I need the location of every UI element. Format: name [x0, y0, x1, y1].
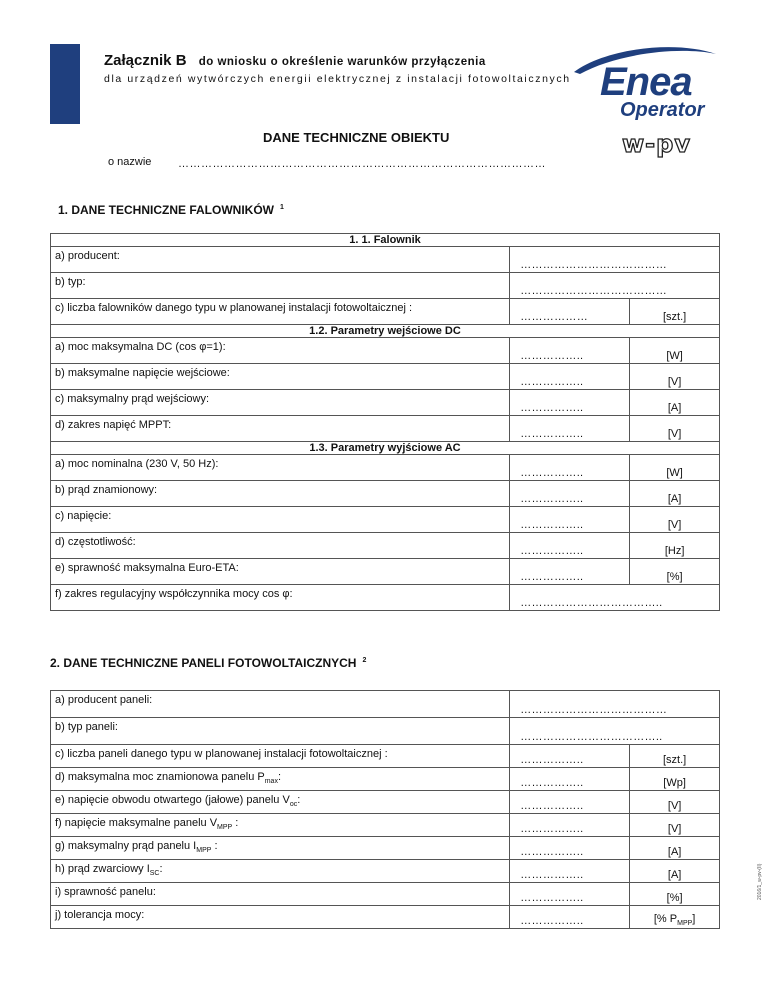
row-label: j) tolerancja mocy: — [51, 906, 510, 929]
unit-label: [V] — [630, 814, 720, 837]
row-label: d) zakres napięć MPPT: — [51, 416, 510, 442]
value-field[interactable]: …………….. — [510, 533, 630, 559]
row-label: a) producent paneli: — [51, 691, 510, 718]
value-field[interactable]: …………….. — [510, 481, 630, 507]
row-label: a) moc maksymalna DC (cos φ=1): — [51, 338, 510, 364]
unit-label: [V] — [630, 416, 720, 442]
row-label: d) maksymalna moc znamionowa panelu $P_{max}$: — [51, 768, 510, 791]
header-title: Załącznik B do wniosku o określenie warunków przyłączenia — [104, 52, 486, 69]
row-label: c) napięcie: — [51, 507, 510, 533]
name-field[interactable]: …………………………………………………………………………………… — [178, 158, 546, 170]
row-label: g) maksymalny prąd panelu $I_{MPP}$ : — [51, 837, 510, 860]
value-field[interactable]: …………….. — [510, 860, 630, 883]
value-field[interactable]: ………………………………… — [510, 247, 720, 273]
value-field[interactable]: ………………………………… — [510, 273, 720, 299]
value-field[interactable]: …………….. — [510, 559, 630, 585]
row-label: f) napięcie maksymalne panelu $V_{MPP}$ : — [51, 814, 510, 837]
value-field[interactable]: …………….. — [510, 390, 630, 416]
unit-label: [%] — [630, 883, 720, 906]
row-label: b) prąd znamionowy: — [51, 481, 510, 507]
row-label: c) maksymalny prąd wejściowy: — [51, 390, 510, 416]
unit-label: [Wp] — [630, 768, 720, 791]
logo-sub: Operator — [620, 99, 705, 121]
value-field[interactable]: …………….. — [510, 837, 630, 860]
value-field[interactable]: …………….. — [510, 883, 630, 906]
row-label: f) zakres regulacyjny współczynnika mocy cos φ: — [51, 585, 510, 611]
value-field[interactable]: …………….. — [510, 906, 630, 929]
row-label: b) typ: — [51, 273, 510, 299]
unit-label: [szt.] — [630, 745, 720, 768]
row-label: b) maksymalne napięcie wejściowe: — [51, 364, 510, 390]
logo-brand: Enea — [600, 60, 692, 104]
wpv-badge: w-pv — [622, 130, 691, 158]
value-field[interactable]: …………….. — [510, 507, 630, 533]
row-label: e) napięcie obwodu otwartego (jałowe) panelu $V_{oc}$: — [51, 791, 510, 814]
unit-label: [W] — [630, 338, 720, 364]
value-field[interactable]: ………………………………… — [510, 691, 720, 718]
row-label: d) częstotliwość: — [51, 533, 510, 559]
document-title: DANE TECHNICZNE OBIEKTU — [263, 130, 450, 145]
row-label: c) liczba falowników danego typu w planowanej instalacji fotowoltaicznej : — [51, 299, 510, 325]
unit-label: [% $P_{MPP}$] — [630, 906, 720, 929]
unit-label: [%] — [630, 559, 720, 585]
name-label: o nazwie — [108, 156, 152, 168]
value-field[interactable]: …………….. — [510, 364, 630, 390]
value-field[interactable]: …………….. — [510, 455, 630, 481]
header-subtitle: dla urządzeń wytwórczych energii elektrycznej z instalacji fotowoltaicznych — [104, 73, 571, 85]
subsection-header: 1.3. Parametry wyjściowe AC — [51, 442, 720, 455]
row-label: a) producent: — [51, 247, 510, 273]
side-code: 2016/1_w-pv-(II) — [757, 863, 763, 900]
row-label: b) typ paneli: — [51, 718, 510, 745]
value-field[interactable]: …………….. — [510, 338, 630, 364]
section2-title: 2. DANE TECHNICZNE PANELI FOTOWOLTAICZNYCH $^2$ — [50, 656, 367, 670]
section1-title: 1. DANE TECHNICZNE FALOWNIKÓW $^1$ — [58, 203, 284, 217]
row-label: i) sprawność panelu: — [51, 883, 510, 906]
row-label: c) liczba paneli danego typu w planowanej instalacji fotowoltaicznej : — [51, 745, 510, 768]
value-field[interactable]: …………….. — [510, 814, 630, 837]
unit-label: [V] — [630, 507, 720, 533]
unit-label: [A] — [630, 860, 720, 883]
inverter-table — [50, 233, 720, 611]
panel-table — [50, 690, 720, 929]
unit-label: [Hz] — [630, 533, 720, 559]
value-field[interactable]: ……………………………….. — [510, 718, 720, 745]
subsection-header: 1. 1. Falownik — [51, 234, 720, 247]
value-field[interactable]: …………….. — [510, 791, 630, 814]
value-field[interactable]: …………….. — [510, 745, 630, 768]
value-field[interactable]: ……………… — [510, 299, 630, 325]
unit-label: [A] — [630, 390, 720, 416]
header-accent-bar — [50, 44, 80, 124]
unit-label: [V] — [630, 791, 720, 814]
unit-label: [szt.] — [630, 299, 720, 325]
subsection-header: 1.2. Parametry wejściowe DC — [51, 325, 720, 338]
unit-label: [A] — [630, 481, 720, 507]
unit-label: [A] — [630, 837, 720, 860]
row-label: e) sprawność maksymalna Euro-ETA: — [51, 559, 510, 585]
unit-label: [W] — [630, 455, 720, 481]
value-field[interactable]: …………….. — [510, 416, 630, 442]
unit-label: [V] — [630, 364, 720, 390]
value-field[interactable]: …………….. — [510, 768, 630, 791]
row-label: h) prąd zwarciowy $I_{SC}$: — [51, 860, 510, 883]
value-field[interactable]: ……………………………….. — [510, 585, 720, 611]
row-label: a) moc nominalna (230 V, 50 Hz): — [51, 455, 510, 481]
